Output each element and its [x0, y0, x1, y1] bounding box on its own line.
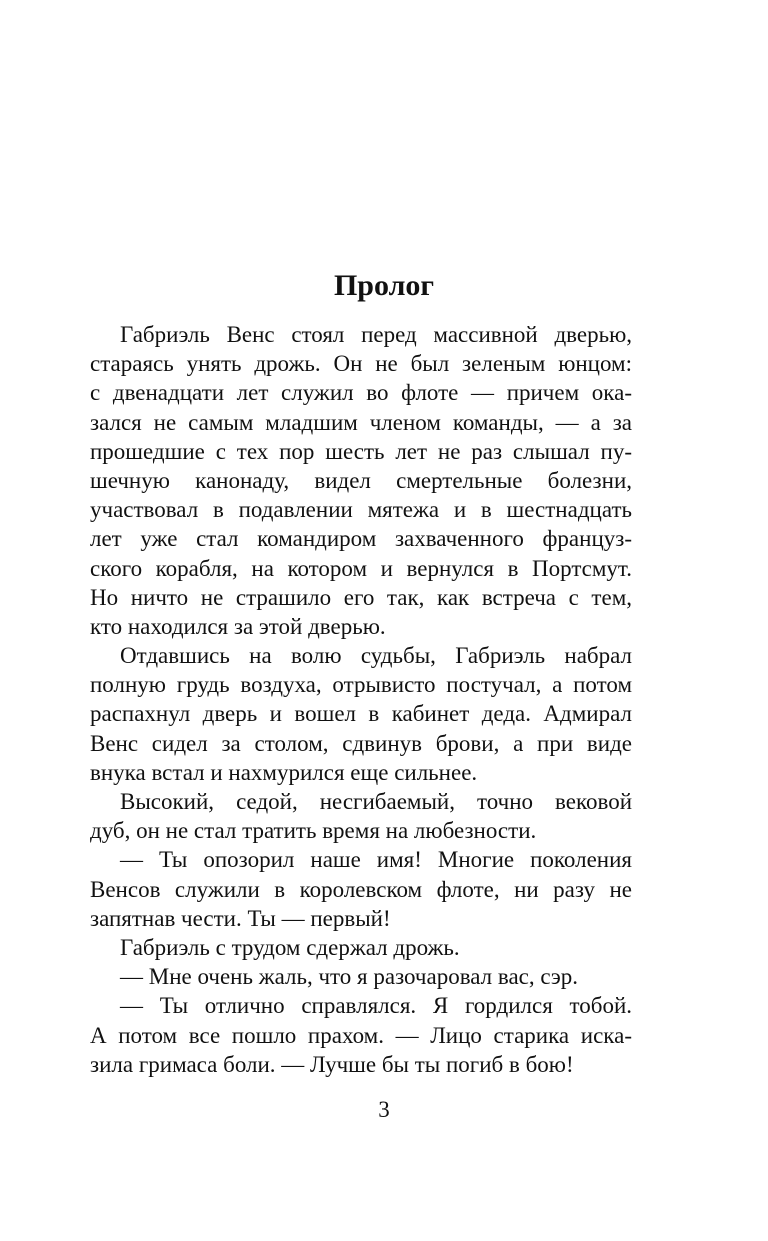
text-line: шечную канонаду, видел смертельные болезни,: [90, 467, 632, 493]
text-line: прошедшие с тех пор шесть лет не раз слышал пу-: [90, 438, 632, 464]
text-line: полную грудь воздуха, отрывисто постучал, а потом: [90, 672, 632, 698]
paragraph: [90, 933, 632, 962]
text-line: дуб, он не стал тратить время на любезности.: [90, 818, 537, 844]
text-line: внука встал и нахмурился еще сильнее.: [90, 759, 478, 785]
paragraph: [90, 845, 632, 933]
paragraph: [90, 991, 632, 1079]
text-line: зался не самым младшим членом команды, — а за: [90, 409, 632, 435]
text-line: Габриэль Венс стоял перед массивной дверью,: [120, 322, 632, 347]
text-line: — Ты отлично справлялся. Я гордился тобой.: [120, 993, 632, 1019]
text-line: — Ты опозорил наше имя! Многие поколения: [120, 847, 632, 873]
paragraph: [90, 962, 632, 991]
text-line: Венсов служили в королевском флоте, ни разу не: [90, 876, 632, 902]
chapter-title: Пролог: [333, 269, 435, 302]
text-line: распахнул дверь и вошел в кабинет деда. Адмирал: [90, 701, 632, 727]
text-line: зила гримаса боли. — Лучше бы ты погиб в бою!: [90, 1051, 574, 1077]
paragraph: [90, 641, 632, 787]
text-line: лет уже стал командиром захваченного француз-: [90, 526, 632, 552]
text-line: стараясь унять дрожь. Он не был зеленым юнцом:: [90, 351, 632, 377]
text-line: — Мне очень жаль, что я разочаровал вас, сэр.: [120, 964, 578, 990]
text-line: ского корабля, на котором и вернулся в Портсмут.: [90, 555, 632, 581]
text-line: Высокий, седой, несгибаемый, точно вековой: [120, 789, 632, 814]
paragraph: [90, 787, 632, 845]
text-line: участвовал в подавлении мятежа и в шестнадцать: [90, 497, 632, 523]
text-line: Габриэль с трудом сдержал дрожь.: [120, 934, 460, 960]
text-line: Отдавшись на волю судьбы, Габриэль набрал: [120, 643, 632, 669]
text-line: Но ничто не страшило его так, как встреча с тем,: [90, 584, 632, 610]
text-line: Венс сидел за столом, сдвинув брови, а при виде: [90, 730, 632, 756]
text-line: запятнав чести. Ты — первый!: [90, 905, 391, 931]
text-line: кто находился за этой дверью.: [90, 613, 386, 639]
text-line: с двенадцати лет служил во флоте — причем ока-: [90, 380, 632, 406]
text-line: А потом все пошло прахом. — Лицо старика иска-: [90, 1022, 632, 1048]
paragraph: [90, 320, 632, 641]
page-number: 3: [378, 1097, 390, 1122]
body-text: [90, 320, 632, 1079]
